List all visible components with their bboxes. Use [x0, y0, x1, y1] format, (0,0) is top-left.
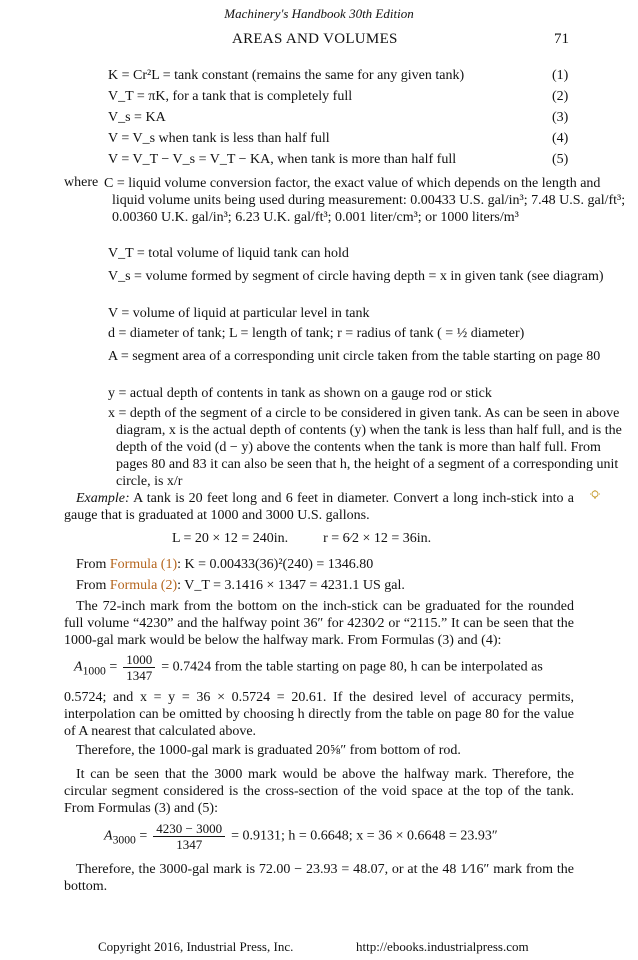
- equation-3: V_s = KA: [108, 110, 166, 125]
- a3000-subscript: 3000: [112, 833, 136, 847]
- paragraph-72-inch-mark: The 72-inch mark from the bottom on the inch-stick can be graduated for the rounded full volume “4230” and the halfway point 36″ for 4230⁄2 or “2115.” It can be seen that the 1000-gal mark would be below the halfway mark. From Formulas (3) and (4):: [64, 599, 574, 648]
- footer-copyright: Copyright 2016, Industrial Press, Inc.: [98, 939, 294, 954]
- example-label: Example:: [76, 491, 130, 506]
- from-formula-2: [76, 577, 586, 594]
- running-title: Machinery's Handbook 30th Edition: [224, 6, 414, 21]
- equation-1-number: (1): [552, 68, 569, 83]
- definition-v: V = volume of liquid at particular level in tank: [108, 306, 370, 321]
- a3000-tail: = 0.9131; h = 0.6648; x = 36 × 0.6648 = 23.93″: [231, 828, 498, 844]
- a3000-label: A: [104, 828, 113, 844]
- formula-2-result: : V_T = 3.1416 × 1347 = 4231.1 US gal.: [177, 578, 405, 593]
- equation-4: V = V_s when tank is less than half full: [108, 131, 330, 146]
- equation-5: V = V_T − V_s = V_T − KA, when tank is more than half full: [108, 152, 457, 167]
- a1000-denominator: 1347: [126, 668, 153, 683]
- from-text-1: From: [76, 557, 110, 572]
- definition-a: A = segment area of a corresponding unit circle taken from the table starting on page 80: [108, 349, 601, 364]
- a3000-equation: $A_{3000}$ = $\frac{4230 - 3000}{1347}$ = 0.9131; h = 0.6648; x = 36 × 0.6648 = 23.93″: [104, 821, 498, 852]
- page-number: 71: [554, 31, 569, 47]
- a3000-fraction: [153, 821, 225, 852]
- a1000-fraction: [123, 652, 155, 683]
- definition-x: x = depth of the segment of a circle to be considered in given tank. As can be seen in above diagram, x is the actual depth of contents (y) when the tank is less than half full, and is the depth of the void (d − y) above the contents when the tank is more than half full. From pages 80 and 83 it can also be seen that h, the height of a segment of a corresponding unit circle, is x/r: [108, 406, 622, 489]
- a1000-label: A: [74, 659, 83, 675]
- equation-5-number: (5): [552, 152, 569, 167]
- a3000-numerator: 4230 − 3000: [153, 821, 225, 837]
- paragraph-interpolation: 0.5724; and x = y = 36 × 0.5724 = 20.61. If the desired level of accuracy permits, interpolation can be omitted by choosing h directly from the table on page 80 for the value of A nearest that calculated above.: [64, 690, 574, 739]
- section-title: AREAS AND VOLUMES: [232, 31, 398, 47]
- equation-1: K = Cr²L = tank constant (remains the same for any given tank): [108, 68, 465, 83]
- example-intro: [64, 490, 574, 524]
- equation-2-number: (2): [552, 89, 569, 104]
- equation-3-number: (3): [552, 110, 569, 125]
- formula-2-link[interactable]: Formula (2): [109, 578, 178, 593]
- paragraph-3000-mark: It can be seen that the 3000 mark would be above the halfway mark. Therefore, the circular segment considered is the cross-section of the void space at the top of the tank. From Formulas (3) and (5):: [64, 767, 574, 816]
- formula-1-link[interactable]: Formula (1): [109, 557, 178, 572]
- where-label: where: [64, 175, 99, 190]
- equation-2: V_T = πK, for a tank that is completely full: [108, 89, 353, 104]
- formula-1-result: : K = 0.00433(36)²(240) = 1346.80: [177, 557, 374, 572]
- definition-vs: V_s = volume formed by segment of circle having depth = x in given tank (see diagram): [108, 269, 604, 284]
- footer-url[interactable]: http://ebooks.industrialpress.com: [356, 939, 529, 954]
- definition-d-l-r: d = diameter of tank; L = length of tank; r = radius of tank ( = ½ diameter): [108, 326, 525, 341]
- a1000-equation: $A_{1000}$ = $\frac{1000}{1347}$ = 0.7424 from the table starting on page 80, h can be interpolated as: [74, 652, 543, 683]
- a3000-denominator: 1347: [176, 837, 203, 852]
- definition-vt: V_T = total volume of liquid tank can hold: [108, 246, 349, 261]
- paragraph-1000-gal-mark: Therefore, the 1000-gal mark is graduated 20⅝″ from bottom of rod.: [76, 743, 461, 758]
- calc-line: L = 20 × 12 = 240in. r = 6⁄2 × 12 = 36in.: [172, 531, 432, 546]
- equation-4-number: (4): [552, 131, 569, 146]
- a1000-tail: = 0.7424 from the table starting on page 80, h can be interpolated as: [161, 659, 543, 675]
- paragraph-3000-gal-mark: Therefore, the 3000-gal mark is 72.00 − 23.93 = 48.07, or at the 48 1⁄16″ mark from the bottom.: [64, 862, 574, 894]
- a1000-subscript: 1000: [82, 664, 106, 678]
- from-text-2: From: [76, 578, 110, 593]
- from-formula-1: [76, 556, 586, 573]
- example-text: A tank is 20 feet long and 6 feet in diameter. Convert a long inch-stick into a gauge that is graduated at 1000 and 3000 U.S. gallons.: [64, 491, 574, 523]
- a1000-numerator: 1000: [123, 652, 155, 668]
- lightbulb-icon: [590, 490, 600, 500]
- definition-c: C = liquid volume conversion factor, the exact value of which depends on the length and liquid volume units being used during measurement: 0.00433 U.S. gal/in³; 7.48 U.S. gal/ft³; 0.00360 U.K. gal/in³; 6.23 U.K. gal/ft³; 0.001 liter/cm³; or 1000 liters/m³: [104, 176, 626, 225]
- definition-y: y = actual depth of contents in tank as shown on a gauge rod or stick: [108, 386, 492, 401]
